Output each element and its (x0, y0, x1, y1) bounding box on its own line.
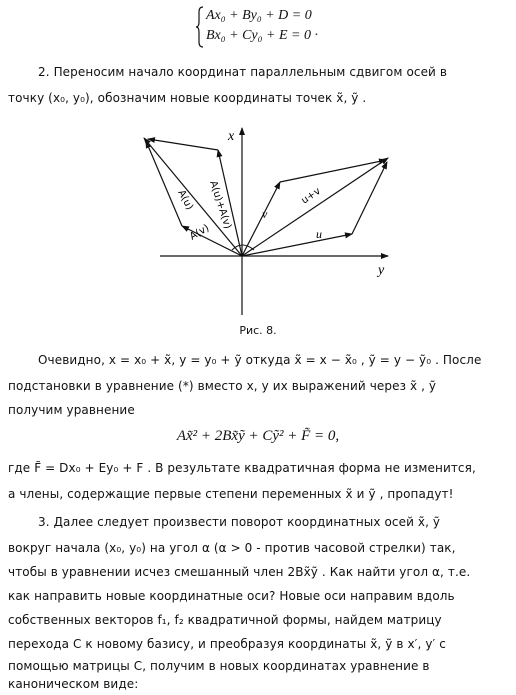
paragraph-4-line-2: вокруг начала (x₀, y₀) на угол α (α > 0 - против часовой стрелки) так, (8, 541, 456, 555)
paragraph-3-line-4: где F̃ = Dx₀ + Ey₀ + F . В результате квадратичная форма не изменится, (8, 461, 476, 475)
paragraph-3-line-5: а члены, содержащие первые степени переменных x̃ и ỹ , пропадут! (8, 487, 454, 501)
parallelogram-side-1 (280, 160, 386, 182)
main-equation: Ax̃² + 2Bx̃ỹ + Cỹ² + F̃ = 0, (176, 428, 340, 444)
axis-label-x: x (228, 129, 235, 144)
label-u: u (316, 227, 322, 241)
label-Au-plus-Av: A(u)+A(v) (207, 179, 234, 231)
angle-arc (232, 245, 254, 250)
label-v: v (262, 207, 268, 221)
paragraph-3-line-3: получим уравнение (8, 403, 135, 417)
parallelogram-side-2 (352, 162, 387, 234)
vector-v (242, 182, 280, 256)
left-parallelogram-side-1 (146, 141, 182, 226)
paragraph-2-line-1: 2. Переносим начало координат параллельным сдвигом осей в (38, 65, 448, 79)
paragraph-4-line-7: помощью матрицы C, получим в новых координатах уравнение в (8, 659, 430, 673)
vector-figure (120, 120, 410, 320)
axis-label-y: y (378, 263, 385, 278)
figure-caption: Рис. 8. (239, 324, 277, 337)
label-Au: A(u) (175, 188, 195, 212)
left-parallelogram-side-2 (148, 139, 218, 150)
paragraph-4-line-3: чтобы в уравнении исчез смешанный член 2Bx̃ỹ . Как найти угол α, т.е. (8, 565, 471, 579)
label-u-plus-v: u+v (299, 185, 323, 207)
system-equation-1: Ax₀ + By₀ + D = 0 (206, 8, 312, 23)
paragraph-4-line-1: 3. Далее следует произвести поворот координатных осей x̃, ỹ (38, 515, 441, 529)
system-equation-2: Bx₀ + Cy₀ + E = 0 · (206, 28, 318, 43)
label-Av: A(v) (188, 222, 212, 243)
paragraph-4-line-4: как направить новые координатные оси? Новые оси направим вдоль (8, 589, 455, 603)
paragraph-3-line-2: подстановки в уравнение (*) вместо x, y их выражений через x̃ , ỹ (8, 379, 437, 393)
paragraph-4-line-5: собственных векторов f₁, f₂ квадратичной формы, найдем матрицу (8, 613, 442, 627)
paragraph-3-line-1: Очевидно, x = x₀ + x̃, y = y₀ + ỹ откуда x̃ = x − x̃₀ , ỹ = y − ỹ₀ . После (38, 353, 482, 367)
left-brace-icon (196, 6, 204, 48)
paragraph-4-line-8: каноническом виде: (8, 677, 139, 691)
paragraph-2-line-2: точку (x₀, y₀), обозначим новые координаты точек x̃, ỹ . (8, 91, 367, 105)
paragraph-4-line-6: перехода C к новому базису, и преобразуя координаты x̃, ỹ в x′, y′ с (8, 637, 446, 651)
